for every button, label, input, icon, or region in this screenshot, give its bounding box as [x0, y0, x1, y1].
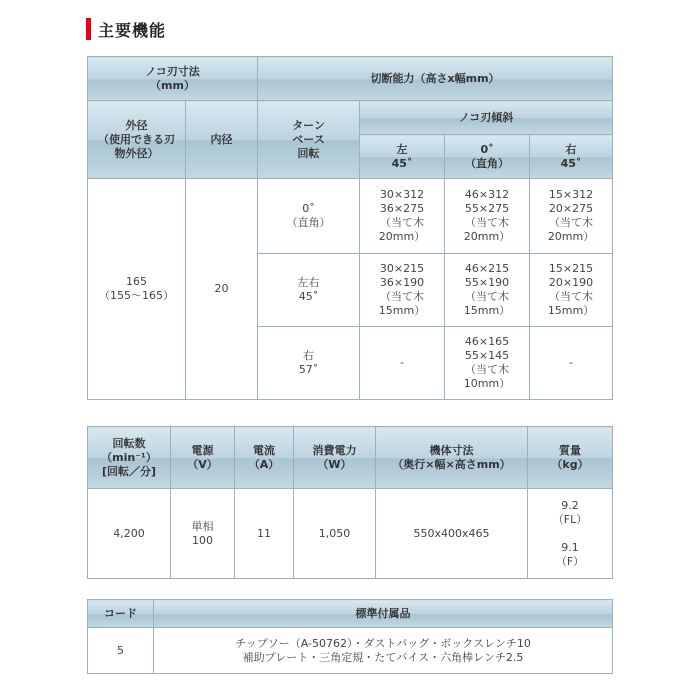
turn-value: 右 57˚ [258, 327, 360, 400]
capacity-center: 46×165 55×145 （当て木 10mm） [445, 327, 530, 400]
header-cut-capacity: 切断能力（高さx幅mm） [258, 57, 613, 101]
mass-value: 9.2 （FL） 9.1 （F） [528, 489, 613, 579]
header-tilt-center: 0˚ （直角） [445, 135, 530, 179]
capacity-center: 46×312 55×275 （当て木 20mm） [445, 179, 530, 254]
header-blade-size: ノコ刃寸法 （mm） [88, 57, 258, 101]
cutting-capacity-table [87, 56, 613, 400]
power-consumption-value: 1,050 [294, 489, 376, 579]
capacity-right: 15×215 20×190 （当て木 15mm） [530, 254, 613, 327]
header-inner-diameter: 内径 [186, 101, 258, 179]
accessories-table [87, 599, 613, 674]
header-tilt-right: 右 45˚ [530, 135, 613, 179]
accessories-value: チップソー（A-50762）・ダストバッグ・ボックスレンチ10 補助プレート・三角定規・たてバイス・六角棒レンチ2.5 [154, 628, 613, 674]
turn-value: 0˚ （直角） [258, 179, 360, 254]
header-power-consumption: 消費電力 （W） [294, 427, 376, 489]
header-outer-diameter: 外径 （使用できる刃 物外径） [88, 101, 186, 179]
turn-value: 左右 45˚ [258, 254, 360, 327]
outer-diameter-value: 165 （155〜165） [88, 179, 186, 400]
header-power-source: 電源 （V） [171, 427, 235, 489]
header-code: コード [88, 600, 154, 628]
capacity-left: - [360, 327, 445, 400]
header-dimensions: 機体寸法 （奥行×幅×高さmm） [376, 427, 528, 489]
dimensions-value: 550x400x465 [376, 489, 528, 579]
header-tilt-left: 左 45˚ [360, 135, 445, 179]
header-accessories: 標準付属品 [154, 600, 613, 628]
heading-title: 主要機能 [98, 20, 167, 40]
specifications-table [87, 426, 613, 579]
header-mass: 質量 （kg） [528, 427, 613, 489]
header-turn-base: ターン ベース 回転 [258, 101, 360, 179]
inner-diameter-value: 20 [186, 179, 258, 400]
table-row [88, 489, 613, 579]
heading-accent-bar [86, 18, 91, 40]
table-row [88, 628, 613, 674]
current-value: 11 [235, 489, 294, 579]
capacity-right: 15×312 20×275 （当て木 20mm） [530, 179, 613, 254]
capacity-center: 46×215 55×190 （当て木 15mm） [445, 254, 530, 327]
capacity-right: - [530, 327, 613, 400]
capacity-left: 30×312 36×275 （当て木 20mm） [360, 179, 445, 254]
section-heading [86, 16, 166, 42]
rpm-value: 4,200 [88, 489, 171, 579]
header-rpm: 回転数 （min⁻¹） [回転／分] [88, 427, 171, 489]
table-row [88, 179, 613, 254]
power-source-value: 単相 100 [171, 489, 235, 579]
capacity-left: 30×215 36×190 （当て木 15mm） [360, 254, 445, 327]
header-current: 電流 （A） [235, 427, 294, 489]
header-blade-tilt: ノコ刃傾斜 [360, 101, 613, 135]
code-value: 5 [88, 628, 154, 674]
